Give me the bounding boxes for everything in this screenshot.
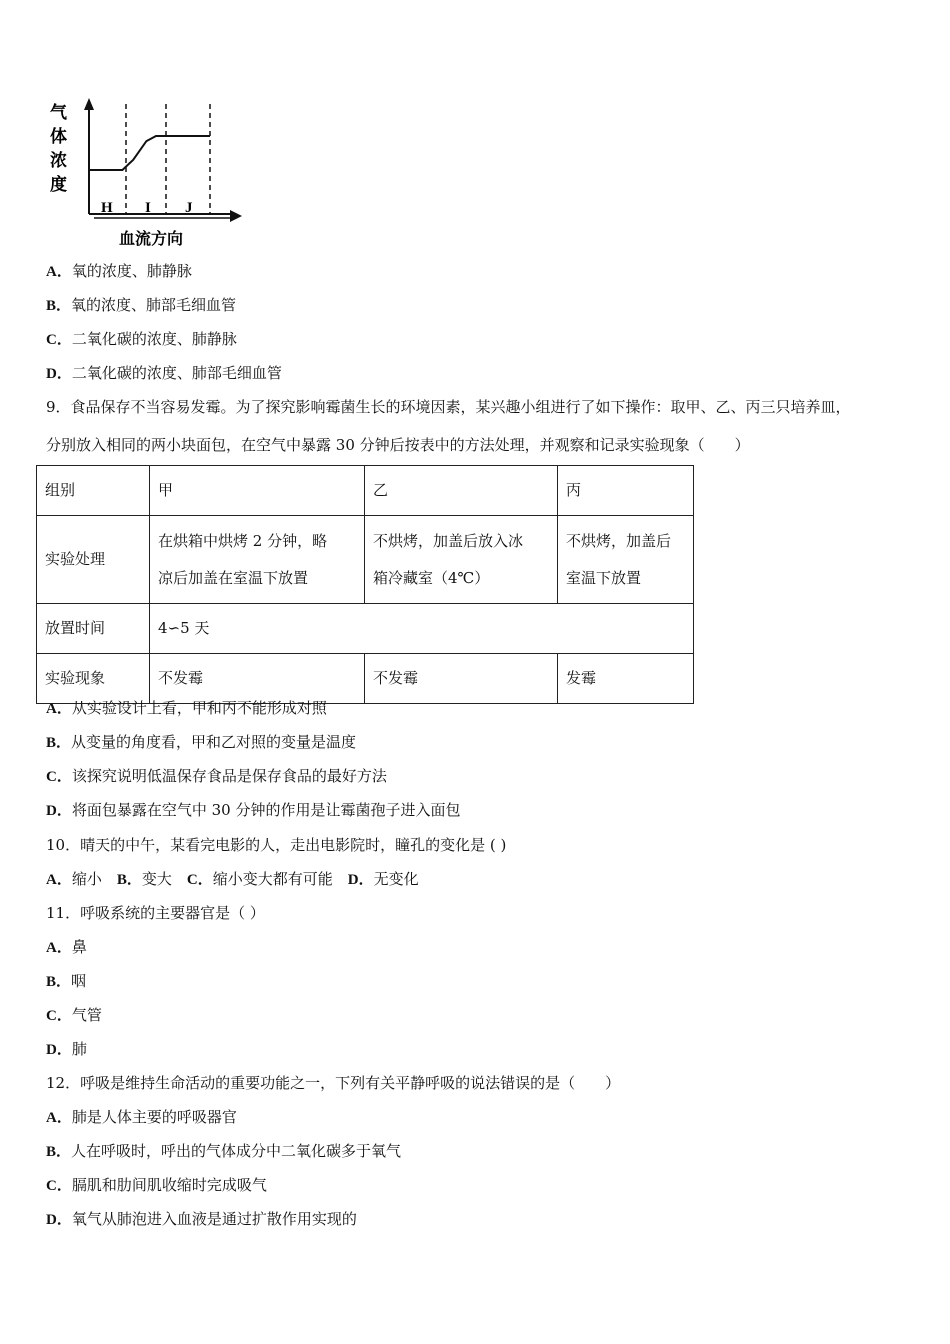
cell-line: 不烘烤，加盖后放入冰 [373, 531, 524, 550]
y-label-char: 度 [50, 175, 67, 195]
option-letter: A． [46, 940, 72, 956]
table-row-label: 实验现象 [37, 654, 150, 704]
q12-stem: 12．呼吸是维持生命活动的重要功能之一，下列有关平静呼吸的说法错误的是（ ） [46, 1074, 621, 1092]
q10-options [46, 869, 419, 890]
table-row [37, 604, 694, 654]
table-header-cell: 组别 [37, 466, 150, 516]
q9-option-b [46, 732, 356, 753]
x-axis-label: 血流方向 [119, 229, 184, 248]
cell-line: 不烘烤，加盖后 [566, 531, 672, 550]
option-letter: A． [46, 701, 72, 717]
option-letter: A． [46, 872, 72, 888]
option-text: 二氧化碳的浓度、肺部毛细血管 [71, 364, 282, 382]
table-row-label: 放置时间 [37, 604, 150, 654]
y-label-char: 体 [50, 127, 67, 147]
q8-option-d [46, 363, 282, 384]
option-letter: D． [46, 1042, 72, 1058]
option-letter: B． [46, 735, 72, 751]
table-cell: 发霉 [558, 654, 694, 704]
q11-option-b [46, 971, 86, 992]
x-tick-label: I [145, 200, 151, 216]
q11-option-c [46, 1005, 102, 1026]
concentration-curve [90, 136, 210, 170]
option-letter: B． [46, 974, 72, 990]
option-text: 人在呼吸时，呼出的气体成分中二氧化碳多于氧气 [71, 1142, 402, 1160]
gas-concentration-chart [44, 96, 254, 254]
table-cell: 4∽5 天 [150, 604, 694, 654]
cell-line: 箱冷藏室（4℃） [373, 568, 490, 587]
table-row [37, 466, 694, 516]
table-cell [150, 516, 365, 604]
cell-line: 室温下放置 [566, 568, 642, 587]
y-label-char: 气 [50, 103, 67, 123]
table-header-cell: 甲 [150, 466, 365, 516]
option-text: 氧的浓度、肺静脉 [71, 262, 192, 280]
option-letter: C． [46, 1008, 72, 1024]
option-letter: D． [46, 1212, 72, 1228]
option-letter: B． [116, 872, 142, 888]
option-text: 从实验设计上看，甲和丙不能形成对照 [71, 699, 327, 717]
option-text: 变大 [141, 870, 187, 888]
option-text: 缩小 [71, 870, 117, 888]
q12-option-d [46, 1209, 357, 1230]
option-letter: B． [46, 298, 72, 314]
option-text: 氧的浓度、肺部毛细血管 [71, 296, 237, 314]
table-row-label: 实验处理 [37, 516, 150, 604]
option-letter: D． [46, 803, 72, 819]
q9-option-d [46, 800, 460, 821]
option-text: 该探究说明低温保存食品是保存食品的最好方法 [71, 767, 387, 785]
q9-option-c [46, 766, 387, 787]
cell-line: 凉后加盖在室温下放置 [158, 568, 309, 587]
q9-stem-line1: 9．食品保存不当容易发霉。为了探究影响霉菌生长的环境因素，某兴趣小组进行了如下操作：取甲、乙、丙三只培养皿， [46, 398, 851, 416]
table-row [37, 516, 694, 604]
option-text: 二氧化碳的浓度、肺静脉 [71, 330, 237, 348]
q12-option-a [46, 1107, 237, 1128]
table-header-cell: 丙 [558, 466, 694, 516]
q12-option-c [46, 1175, 267, 1196]
option-letter: D． [46, 366, 72, 382]
option-letter: A． [46, 1110, 72, 1126]
option-text: 咽 [71, 972, 87, 990]
option-text: 鼻 [71, 938, 87, 956]
q11-stem: 11．呼吸系统的主要器官是（ ） [46, 904, 265, 922]
option-text: 从变量的角度看，甲和乙对照的变量是温度 [71, 733, 357, 751]
option-letter: D． [347, 872, 374, 888]
q9-experiment-table [36, 465, 694, 704]
q12-option-b [46, 1141, 401, 1162]
q9-option-a [46, 698, 327, 719]
option-letter: C． [186, 872, 213, 888]
option-text: 将面包暴露在空气中 30 分钟的作用是让霉菌孢子进入面包 [71, 801, 461, 819]
q11-option-d [46, 1039, 87, 1060]
option-letter: A． [46, 264, 72, 280]
option-text: 无变化 [373, 870, 419, 888]
x-axis-arrow [230, 210, 242, 222]
q8-option-b [46, 295, 236, 316]
cell-line: 在烘箱中烘烤 2 分钟，略 [158, 531, 328, 550]
q10-stem: 10．晴天的中午，某看完电影的人，走出电影院时，瞳孔的变化是 ( ) [46, 836, 507, 854]
y-label-char: 浓 [50, 151, 67, 171]
option-text: 缩小变大都有可能 [212, 870, 348, 888]
option-letter: C． [46, 769, 72, 785]
option-text: 膈肌和肋间肌收缩时完成吸气 [71, 1176, 267, 1194]
table-cell [558, 516, 694, 604]
q9-stem-line2: 分别放入相同的两小块面包，在空气中暴露 30 分钟后按表中的方法处理，并观察和记录实验现象（ ） [46, 436, 750, 454]
option-text: 肺是人体主要的呼吸器官 [71, 1108, 237, 1126]
q8-option-c [46, 329, 237, 350]
option-text: 氧气从肺泡进入血液是通过扩散作用实现的 [71, 1210, 357, 1228]
table-header-cell: 乙 [365, 466, 558, 516]
q8-option-a [46, 261, 192, 282]
table-row [37, 654, 694, 704]
gas-concentration-figure [44, 96, 254, 254]
option-text: 肺 [71, 1040, 87, 1058]
option-letter: C． [46, 1178, 72, 1194]
x-tick-label: H [101, 200, 113, 216]
table-cell: 不发霉 [150, 654, 365, 704]
table-cell: 不发霉 [365, 654, 558, 704]
y-axis-arrow [84, 98, 94, 110]
option-letter: C． [46, 332, 72, 348]
option-text: 气管 [71, 1006, 102, 1024]
x-tick-label: J [185, 200, 193, 216]
q11-option-a [46, 937, 87, 958]
table-cell [365, 516, 558, 604]
option-letter: B． [46, 1144, 72, 1160]
